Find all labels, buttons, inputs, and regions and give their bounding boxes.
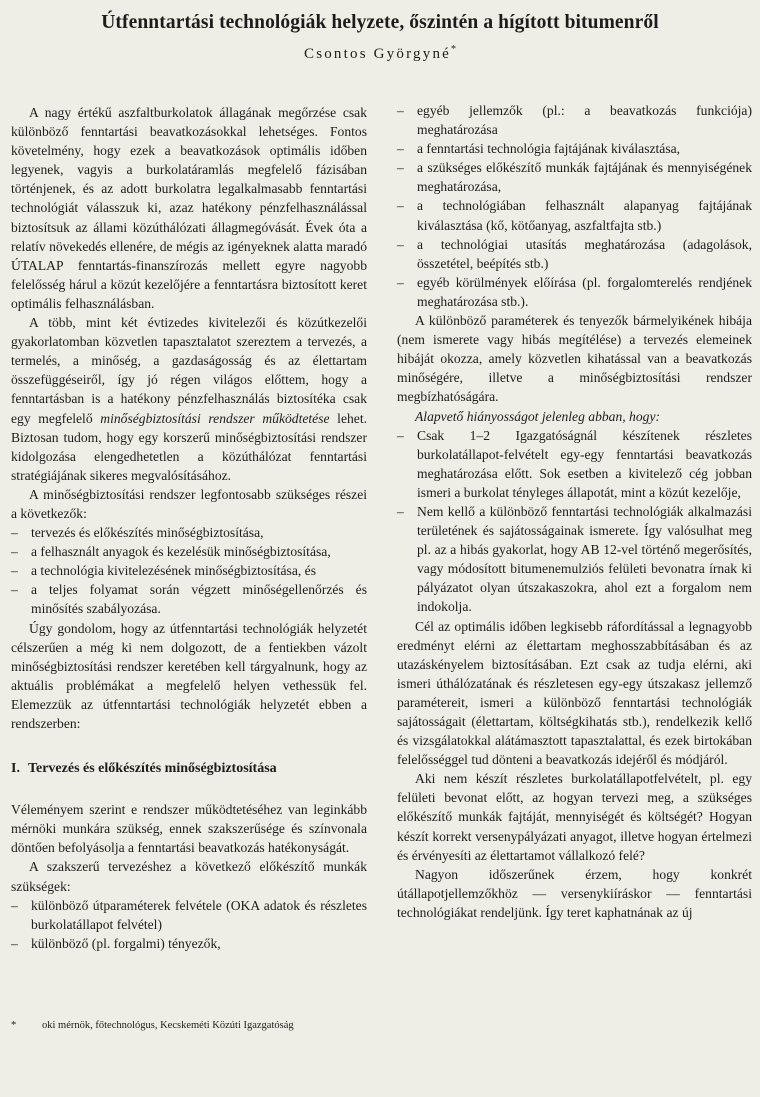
- list-dash: –: [397, 236, 404, 252]
- list-item-text: egyéb jellemzők (pl.: a beavatkozás funkciója) meghatározása: [417, 103, 752, 138]
- list-dash: –: [397, 198, 404, 214]
- list-item: [11, 542, 367, 561]
- list-item: [397, 502, 752, 617]
- list-item: [11, 561, 367, 580]
- list-item: [397, 101, 752, 139]
- bullet-list: [397, 426, 752, 617]
- paragraph: Véleményem szerint e rendszer működtetéséhez van leginkább mérnöki munkára szükség, ennek szakszerűsége és színvonala döntően befolyásolja a fenntartási beavatkozás hatékonyságát.: [11, 802, 367, 856]
- list-item-text: a teljes folyamat során végzett minőségellenőrzés és minősítés szabályozása.: [31, 582, 367, 617]
- list-dash: –: [397, 427, 404, 443]
- bullet-list: [11, 523, 367, 618]
- list-item-text: a technológiai utasítás meghatározása (adagolások, összetétel, beépítés stb.): [417, 236, 752, 271]
- author-line: [0, 44, 760, 63]
- list-dash: –: [397, 103, 404, 118]
- paragraph-text: lehet. Biztosan tudom, hogy egy korszerű minőségbiztosítási rendszer kidolgozása elengedhetetlen a közúthálózat fenntartási stratégiájának sikeres megvalósításához.: [11, 410, 367, 483]
- paragraph: A minőségbiztosítási rendszer legfontosabb szükséges részei a következők:: [11, 486, 367, 521]
- list-item: [397, 273, 752, 311]
- bullet-list: [397, 101, 752, 311]
- paragraph-text: A több, mint két évtizedes kivitelezői és közútkezelői gyakorlatomban közvetlen tapasztalatot szereztem a tervezés, a termelés, a minőség, a gazdaságosság és az élettartam összefüggéseiről, így jó régen világos előttem, hogy a fenntartásban is a hatékony pénzfelhasználás biztosítéka csak egy megfelelő: [11, 315, 367, 426]
- list-item-text: egyéb körülmények előírása (pl. forgalomterelés rendjének meghatározása stb.).: [417, 274, 752, 309]
- right-column: [397, 101, 752, 922]
- list-item: [11, 523, 367, 542]
- list-item-text: különböző (pl. forgalmi) tényezők,: [31, 935, 221, 951]
- list-dash: –: [397, 503, 404, 519]
- paragraph: A nagy értékű aszfaltburkolatok állagának megőrzése csak különböző fenntartási beavatkozásokkal lehetséges. Fontos követelmény, hogy ezek a beavatkozások optimális időben legyenek, vagyis a burkolatáramlás megfelelő fázisában történjenek, és az adott burkolatra legalkalmasabb fenntartási technológiát válasszuk ki, azaz hatékony pénzfelhasználással biztosítsuk az állami közúthálózati állagmegóvását. Évek óta a relatív növekedés ellenére, de mégis az igényeknek alatta maradó ÚTALAP fenntartás-finanszírozás mellett egyre nagyobb felelősség hárul a közút kezelőjére a fenntartásra biztosított keret optimális felhasználásban.: [11, 105, 367, 311]
- list-item-text: a fenntartási technológia fajtájának kiválasztása,: [417, 141, 681, 157]
- article-title: Útfenntartási technológiák helyzete, őszintén a hígított bitumenről: [101, 12, 659, 33]
- paragraph: [11, 313, 367, 485]
- list-item: [397, 235, 752, 273]
- list-dash: –: [11, 563, 18, 579]
- list-item: [11, 580, 367, 618]
- list-item-text: Nem kellő a különböző fenntartási technológiák alkalmazási területének és sajátosságainak ismerete. Így valósulhat meg pl. az a hibás gyakorlat, hogy AB 12-vel történő megerősítés, vagy módosított bitumenemulziós felületi bevonatra írnak ki pályázatot olyan útszakaszokra, ahol ezt a forgalom nem indokolja.: [417, 503, 752, 615]
- footnote-text: oki mérnök, főtechnológus, Kecskeméti Közúti Igazgatóság: [42, 1020, 294, 1031]
- list-dash: –: [397, 160, 404, 176]
- list-item-text: a szükséges előkészítő munkák fajtájának és mennyiségének meghatározása,: [417, 160, 752, 195]
- list-dash: –: [397, 274, 404, 290]
- list-dash: –: [11, 935, 18, 951]
- paragraph: Aki nem készít részletes burkolatállapotfelvételt, pl. egy felületi bevonat előtt, az hogyan tervezi meg, a szükséges előkészítő munkák fajtáját, mennyiségét és költségét? Hogyan készít korrekt versenypályázati anyagot, illetve hogyan értelmezi és érvényesíti az élettartamot vállalkozó felé?: [397, 771, 752, 863]
- paragraph: Úgy gondolom, hogy az útfenntartási technológiák helyzetét célszerűen a még ki nem dolgozott, de a fentiekben vázolt minőségbiztosítási rendszer keretében kell tárgyalnunk, hogy az aktuális problémákat a megfelelő helyen vethessük fel. Elemezzük az útfenntartási technológiák helyzetét ebben a rendszerben:: [11, 620, 367, 731]
- paragraph: Cél az optimális időben legkisebb ráfordítással a legnagyobb eredményt elérni az élettartam meghosszabbításában és az utazáskényelem biztosításában. Ezt csak az tudja elérni, aki ismeri úthálózatának és részletesen egy-egy útszakasz jellemző paramétereit, ismeri a különböző fenntartási technológiák sajátosságait (élettartam, költségkihatás stb.), rendelkezik kellő és vizsgálatokkal alátámasztott tapasztalattal, és ezek birtokában felelősséggel tud dönteni a beavatkozás idejéről és módjáról.: [397, 618, 752, 768]
- list-item-text: tervezés és előkészítés minőségbiztosítása,: [31, 525, 264, 541]
- list-item: [11, 896, 367, 934]
- paragraph-italic: Alapvető hiányosságot jelenleg abban, hogy:: [415, 408, 661, 424]
- list-item-text: különböző útparaméterek felvétele (OKA adatok és részletes burkolatállapot felvétel): [31, 897, 367, 932]
- list-item: [397, 139, 752, 158]
- list-item-text: Csak 1–2 Igazgatóságnál készítenek részletes burkolatállapot-felvételt egy-egy fenntartási beavatkozás meghatározása előtt. Sok esetben a kivitelező cég jobban ismeri a burkolat tényleges állapotát, mint a közút kezelője,: [417, 427, 752, 500]
- footnote: [11, 1020, 367, 1031]
- list-item: [397, 426, 752, 502]
- list-dash: –: [11, 525, 18, 541]
- footnote-mark: *: [11, 1020, 17, 1031]
- author-footnote-mark: *: [451, 44, 456, 55]
- left-column: [11, 103, 367, 953]
- list-item-text: a technológia kivitelezésének minőségbiztosítása, és: [31, 563, 316, 579]
- list-item: [397, 158, 752, 196]
- section-heading: [11, 759, 367, 778]
- list-item: [11, 934, 367, 953]
- list-item-text: a technológiában felhasznált alapanyag fajtájának kiválasztása (kő, kötőanyag, aszfaltfajta stb.): [417, 198, 752, 233]
- emphasis-text: minőségbiztosítási rendszer működtetése: [100, 410, 330, 426]
- section-heading-text: Tervezés és előkészítés minőségbiztosítása: [27, 761, 277, 777]
- author-name: Csontos Györgyné: [303, 46, 451, 62]
- bullet-list: [11, 896, 367, 953]
- paragraph: A különböző paraméterek és tenyezők bármelyikének hibája (nem ismerete vagy hibás megítélése) a tervezés elemeinek hibáját okozza, amely közvetlen kihatással van a beavatkozás minőségére, illetve a minőségbiztosítási rendszer megbízhatóságára.: [397, 313, 752, 405]
- list-dash: –: [11, 897, 18, 913]
- list-item: [397, 196, 752, 234]
- list-item-text: a felhasznált anyagok és kezelésük minőségbiztosítása,: [31, 544, 331, 560]
- list-dash: –: [11, 544, 18, 560]
- paragraph: A szakszerű tervezéshez a következő előkészítő munkák szükségek:: [11, 859, 367, 894]
- section-number: I.: [11, 761, 20, 777]
- list-dash: –: [397, 141, 404, 157]
- paragraph: Nagyon időszerűnek érzem, hogy konkrét útállapotjellemzőkhöz — versenykiíráskor — fenntartási technológiákat rendeljünk. Így teret kaphatnának az új: [397, 866, 752, 920]
- list-dash: –: [11, 582, 18, 598]
